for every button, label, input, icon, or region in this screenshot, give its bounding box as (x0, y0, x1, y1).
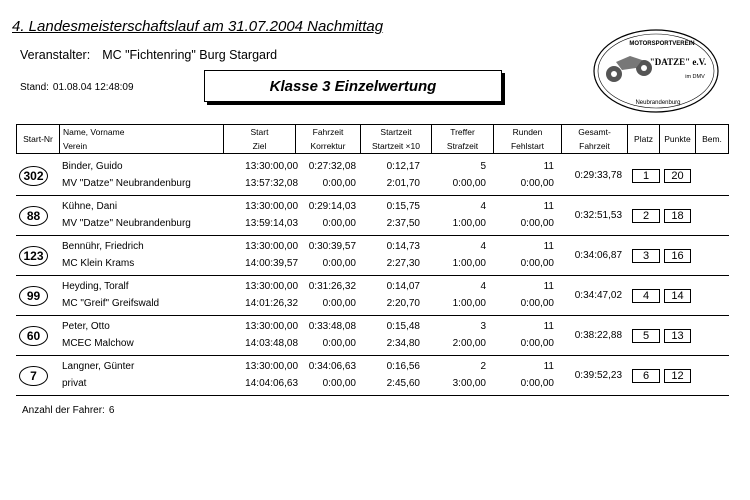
header-fahrzeit: Fahrzeit Korrektur (295, 124, 361, 154)
laps: 11 (543, 281, 554, 292)
logo-name-text: "DATZE" e.V. (649, 57, 707, 67)
finish-time: 14:03:48,08 (245, 338, 298, 349)
start-number-badge: 88 (19, 206, 48, 226)
drive-time: 0:34:06,63 (308, 361, 356, 372)
organizer-value: MC "Fichtenring" Burg Stargard (102, 48, 278, 62)
table-row (16, 237, 729, 276)
driver-count-value: 6 (108, 405, 115, 416)
start-number-badge: 7 (19, 366, 48, 386)
hits: 4 (480, 281, 486, 292)
penalty-time: 2:00,00 (452, 338, 486, 349)
total-time: 0:32:51,53 (574, 210, 622, 221)
driver-club: privat (62, 378, 87, 389)
driver-club: MV "Datze" Neubrandenburg (62, 218, 191, 229)
hits: 2 (480, 361, 486, 372)
start-number-badge: 60 (19, 326, 48, 346)
driver-name: Langner, Günter (62, 361, 135, 372)
hits: 4 (480, 201, 486, 212)
false-start: 0:00,00 (520, 338, 554, 349)
total-time: 0:29:33,78 (574, 170, 622, 181)
total-time: 0:39:52,23 (574, 370, 622, 381)
penalty-time: 1:00,00 (452, 218, 486, 229)
driver-club: MC Klein Krams (62, 258, 135, 269)
driver-name: Peter, Otto (62, 321, 110, 332)
table-row (16, 157, 729, 196)
penalty-time: 0:00,00 (452, 178, 486, 189)
start-time-x10: 2:45,60 (386, 378, 420, 389)
header-platz: Platz (627, 124, 660, 154)
header-punkte: Punkte (659, 124, 696, 154)
total-time: 0:34:47,02 (574, 290, 622, 301)
header-start: Start Ziel (223, 124, 296, 154)
points-box: 12 (664, 369, 691, 383)
false-start: 0:00,00 (520, 378, 554, 389)
driver-name: Bennühr, Friedrich (62, 241, 144, 252)
correction: 0:00,00 (322, 178, 356, 189)
start-time-value: 0:14,73 (386, 241, 420, 252)
laps: 11 (543, 161, 554, 172)
finish-time: 14:01:26,32 (245, 298, 298, 309)
correction: 0:00,00 (322, 298, 356, 309)
hits: 3 (480, 321, 486, 332)
false-start: 0:00,00 (520, 258, 554, 269)
stand-value: 01.08.04 12:48:09 (52, 82, 134, 93)
start-time-x10: 2:34,80 (386, 338, 420, 349)
start-time-value: 0:15,48 (386, 321, 420, 332)
laps: 11 (543, 321, 554, 332)
logo-sub-text: im DMV (685, 74, 705, 80)
place-box: 2 (632, 209, 660, 223)
start-time: 13:30:00,00 (245, 361, 298, 372)
finish-time: 13:57:32,08 (245, 178, 298, 189)
laps: 11 (543, 201, 554, 212)
club-logo (592, 28, 720, 114)
start-number-badge: 302 (19, 166, 48, 186)
driver-count-label: Anzahl der Fahrer: (22, 405, 105, 416)
correction: 0:00,00 (322, 218, 356, 229)
header-startnr: Start-Nr (16, 124, 60, 154)
hits: 4 (480, 241, 486, 252)
drive-time: 0:27:32,08 (308, 161, 356, 172)
total-time: 0:34:06,87 (574, 250, 622, 261)
start-time: 13:30:00,00 (245, 241, 298, 252)
penalty-time: 1:00,00 (452, 258, 486, 269)
start-time-x10: 2:01,70 (386, 178, 420, 189)
page-title: 4. Landesmeisterschaftslauf am 31.07.2004 Nachmittag (12, 18, 384, 35)
start-time: 13:30:00,00 (245, 321, 298, 332)
logo-bottom-text: Neubrandenburg (635, 100, 681, 106)
place-box: 4 (632, 289, 660, 303)
start-time-value: 0:14,07 (386, 281, 420, 292)
driver-name: Heyding, Toralf (62, 281, 129, 292)
finish-time: 13:59:14,03 (245, 218, 298, 229)
driver-club: MCEC Malchow (62, 338, 134, 349)
header-startzeit: Startzeit Startzeit ×10 (360, 124, 432, 154)
place-box: 3 (632, 249, 660, 263)
points-box: 20 (664, 169, 691, 183)
laps: 11 (543, 361, 554, 372)
header-treffer: Treffer Strafzeit (431, 124, 494, 154)
penalty-time: 3:00,00 (452, 378, 486, 389)
drive-time: 0:31:26,32 (308, 281, 356, 292)
header-bem: Bem. (695, 124, 729, 154)
start-time-value: 0:16,56 (386, 361, 420, 372)
header-gesamt: Gesamt- Fahrzeit (561, 124, 628, 154)
finish-time: 14:04:06,63 (245, 378, 298, 389)
finish-time: 14:00:39,57 (245, 258, 298, 269)
drive-time: 0:30:39,57 (308, 241, 356, 252)
false-start: 0:00,00 (520, 218, 554, 229)
points-box: 14 (664, 289, 691, 303)
logo-top-text: MOTORSPORTVEREIN (629, 41, 695, 47)
start-number-badge: 99 (19, 286, 48, 306)
header-runden: Runden Fehlstart (493, 124, 562, 154)
table-row (16, 317, 729, 356)
start-time-value: 0:12,17 (386, 161, 420, 172)
place-box: 6 (632, 369, 660, 383)
place-box: 5 (632, 329, 660, 343)
table-row (16, 197, 729, 236)
drive-time: 0:33:48,08 (308, 321, 356, 332)
driver-club: MC "Greif" Greifswald (62, 298, 160, 309)
table-row (16, 357, 729, 396)
start-time: 13:30:00,00 (245, 281, 298, 292)
place-box: 1 (632, 169, 660, 183)
organizer-line (20, 48, 277, 62)
total-time: 0:38:22,88 (574, 330, 622, 341)
driver-name: Kühne, Dani (62, 201, 118, 212)
correction: 0:00,00 (322, 378, 356, 389)
header-name: Name, Vorname Verein (59, 124, 224, 154)
start-time-value: 0:15,75 (386, 201, 420, 212)
hits: 5 (480, 161, 486, 172)
points-box: 16 (664, 249, 691, 263)
start-time-x10: 2:27,30 (386, 258, 420, 269)
laps: 11 (543, 241, 554, 252)
drive-time: 0:29:14,03 (308, 201, 356, 212)
class-title-box: Klasse 3 Einzelwertung (204, 70, 502, 102)
start-time: 13:30:00,00 (245, 161, 298, 172)
stand-label: Stand: (20, 82, 49, 93)
organizer-label: Veranstalter: (20, 48, 91, 62)
correction: 0:00,00 (322, 258, 356, 269)
start-number-badge: 123 (19, 246, 48, 266)
driver-count (22, 405, 114, 416)
correction: 0:00,00 (322, 338, 356, 349)
start-time-x10: 2:20,70 (386, 298, 420, 309)
start-time-x10: 2:37,50 (386, 218, 420, 229)
false-start: 0:00,00 (520, 298, 554, 309)
false-start: 0:00,00 (520, 178, 554, 189)
driver-club: MV "Datze" Neubrandenburg (62, 178, 191, 189)
points-box: 13 (664, 329, 691, 343)
penalty-time: 1:00,00 (452, 298, 486, 309)
stand-line (20, 82, 134, 93)
driver-name: Binder, Guido (62, 161, 123, 172)
start-time: 13:30:00,00 (245, 201, 298, 212)
points-box: 18 (664, 209, 691, 223)
table-row (16, 277, 729, 316)
